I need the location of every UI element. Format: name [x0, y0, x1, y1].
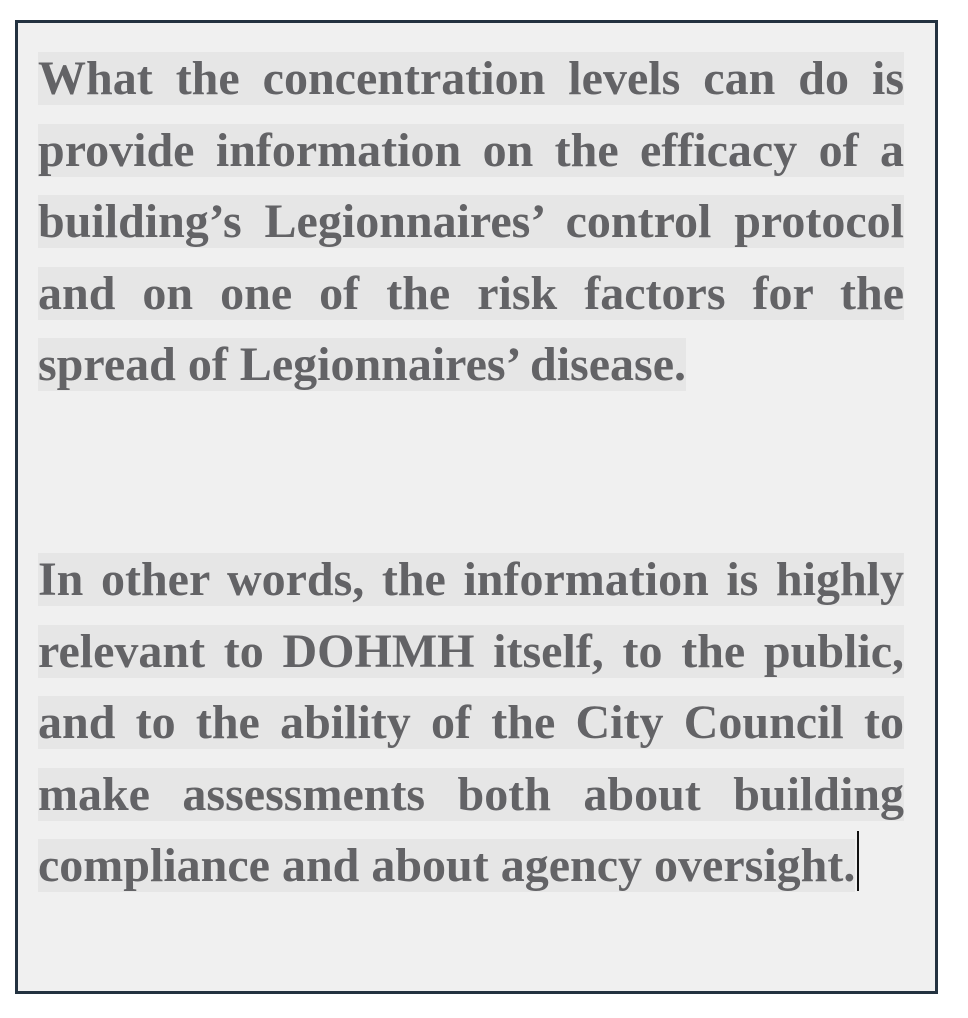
paragraph-1[interactable]: [38, 43, 904, 401]
text-editor-panel[interactable]: [15, 20, 938, 994]
paragraph-2[interactable]: [38, 544, 904, 902]
text-cursor: [857, 831, 859, 891]
paragraph-2-text: In other words, the information is highly relevant to DOHMH itself, to the public, and to the ability of the City Council to make assessments both about building compliance and about agency oversight.: [38, 553, 904, 893]
paragraph-1-text: What the concentration levels can do is provide information on the efficacy of a building’s Legionnaires’ control protocol and on one of the risk factors for the spread of Legionnaires’ disease.: [38, 52, 904, 392]
